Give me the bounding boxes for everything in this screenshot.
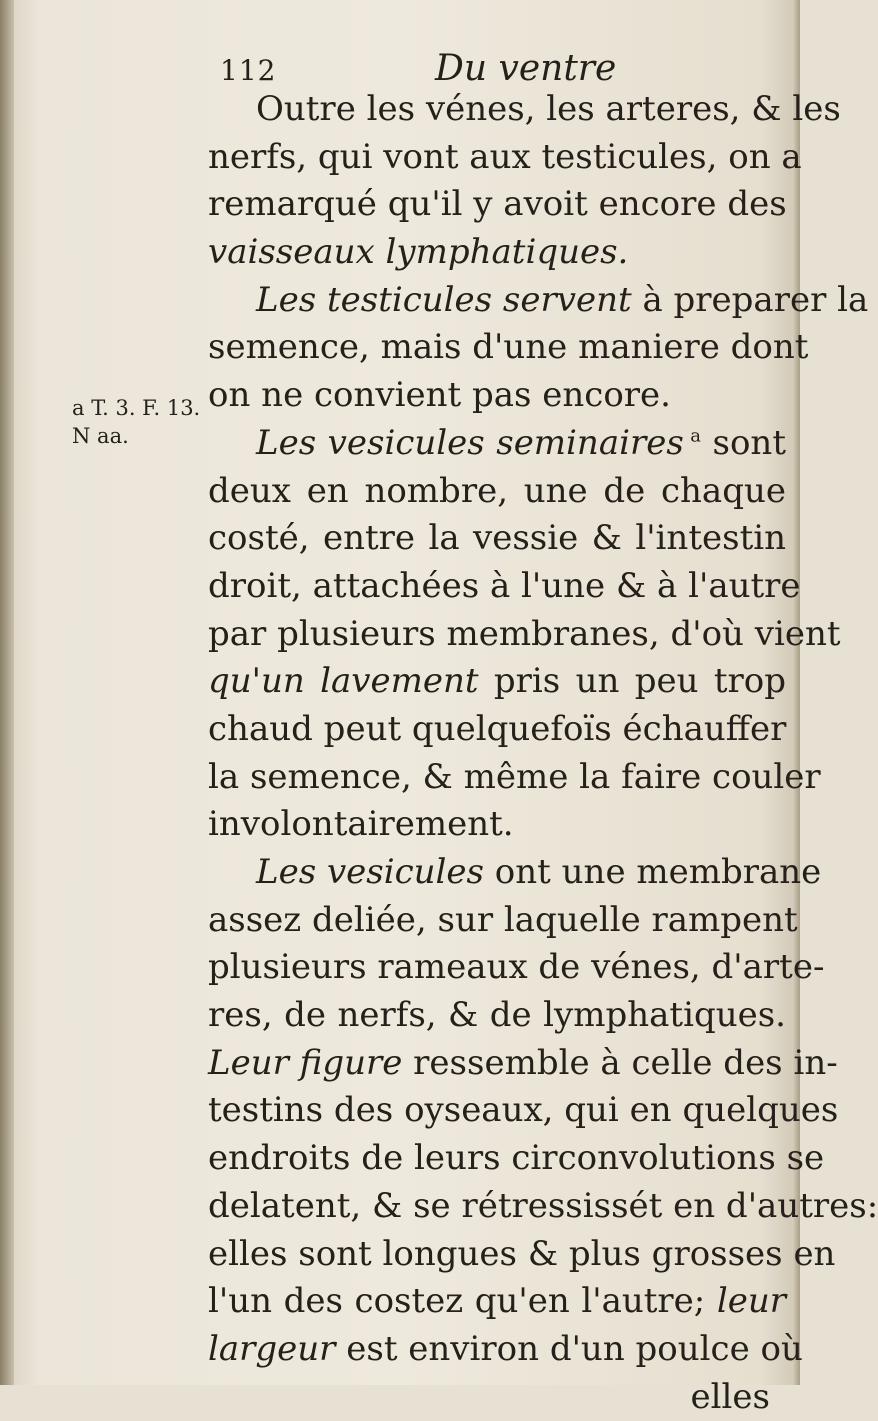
text-line (208, 1087, 839, 1135)
italic-term: qu'un lavement (208, 661, 479, 702)
italic-term: Les testicules servent (256, 279, 632, 320)
text-line (208, 1135, 825, 1183)
text-run: endroits de leurs circonvolutions se (208, 1138, 825, 1179)
text-line (208, 754, 821, 802)
text-line (208, 1231, 836, 1279)
text-line (208, 324, 809, 372)
text-run: testins des oyseaux, qui en quelques (208, 1090, 839, 1131)
margin-note-line: a T. 3. F. 13. (72, 396, 201, 420)
text-run: ressemble à celle des in- (402, 1042, 838, 1083)
text-line (208, 1040, 838, 1088)
text-line (208, 515, 786, 563)
text-run: plusieurs rameaux de vénes, d'arte- (208, 947, 825, 988)
text-run: Outre les vénes, les arteres, & les (256, 89, 841, 129)
italic-term: leur (705, 1281, 786, 1322)
text-line (208, 277, 869, 325)
text-line (208, 992, 786, 1040)
italic-term: Les vesicules seminaires (256, 422, 684, 463)
text-run: remarqué qu'il y avoit encore des (208, 184, 787, 225)
text-line (208, 229, 786, 277)
text-run: elles sont longues & plus grosses en (208, 1233, 836, 1274)
italic-term: Leur figure (208, 1042, 403, 1083)
text-run: chaud peut quelquefoïs échauffer (208, 708, 787, 749)
text-line (208, 658, 786, 706)
margin-note (72, 394, 212, 450)
text-line (208, 468, 786, 516)
text-line (208, 563, 801, 611)
italic-term: largeur (208, 1328, 336, 1369)
text-line (208, 1326, 803, 1374)
text-run: involontairement. (208, 804, 514, 845)
footnote-marker: a (683, 425, 701, 447)
text-run: par plusieurs membranes, d'où vient (208, 613, 841, 654)
text-run: deux en nombre, une de chaque (208, 470, 786, 511)
italic-term: Les vesicules (256, 852, 484, 892)
text-run: ont une membrane (484, 852, 822, 892)
text-run: on ne convient pas encore. (208, 375, 671, 416)
text-run: nerfs, qui vont aux testicules, on a (208, 136, 802, 177)
text-run: la semence, & même la faire couler (208, 756, 821, 797)
text-line (208, 372, 786, 420)
italic-term: vaisseaux lymphatiques. (208, 232, 629, 273)
text-line (208, 944, 825, 992)
text-line (208, 181, 786, 229)
text-run: droit, attachées à l'une & à l'autre (208, 565, 801, 606)
text-run: delatent, & se rétressissét en d'autres: (208, 1185, 878, 1226)
text-line (208, 86, 841, 134)
text-run: costé, entre la vessie & l'intestin (208, 518, 786, 559)
text-run: sont (700, 422, 786, 463)
text-run: pris un peu trop (478, 661, 786, 702)
text-run: assez deliée, sur laquelle rampent (208, 899, 798, 940)
text-line (208, 801, 786, 849)
body-text (208, 86, 878, 1421)
text-line (208, 706, 786, 754)
text-run: l'un des costez qu'en l'autre; (208, 1281, 706, 1322)
text-line (208, 1374, 786, 1421)
text-line (208, 1278, 786, 1326)
text-line (208, 1183, 878, 1231)
text-run: res, de nerfs, & de lymphatiques. (208, 995, 786, 1036)
text-line (208, 611, 841, 659)
margin-note-line: N aa. (72, 424, 129, 448)
text-line (208, 134, 802, 182)
running-title: Du ventre (435, 48, 617, 89)
text-run: à preparer la (631, 279, 869, 320)
text-line (208, 849, 822, 897)
text-run: semence, mais d'une maniere dont (208, 327, 809, 368)
text-line (208, 897, 798, 945)
text-line (208, 420, 786, 468)
page-number: 112 (220, 54, 277, 87)
binding-gutter (0, 0, 14, 1385)
text-run: est environ d'un poulce où (335, 1328, 803, 1369)
text-run: elles (690, 1376, 770, 1417)
